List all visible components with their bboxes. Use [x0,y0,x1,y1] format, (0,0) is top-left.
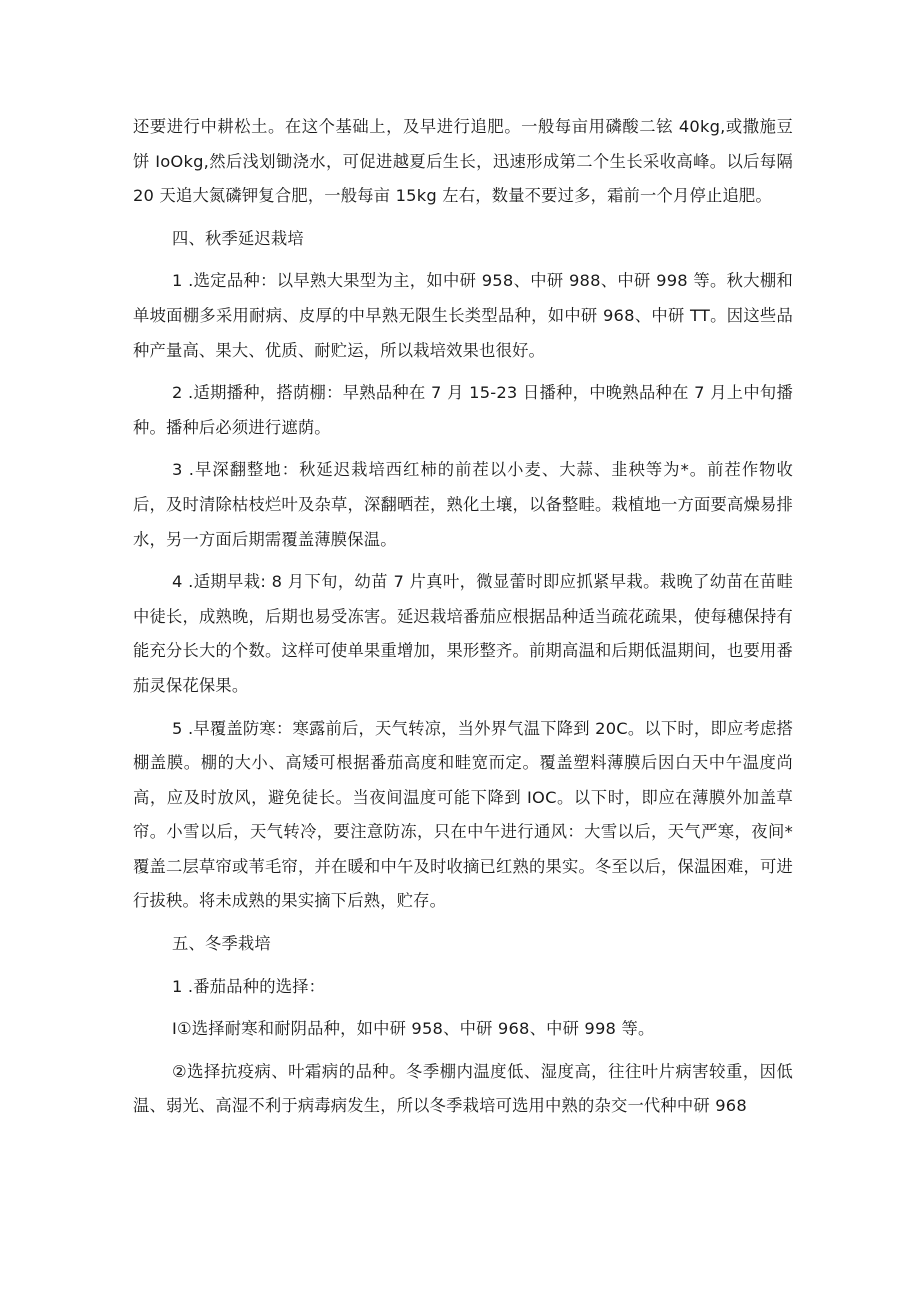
section-heading-autumn-delayed-cultivation: 四、秋季延迟栽培 [172,228,304,248]
paragraph-early-transplanting: 4 .适期早栽: 8 月下旬，幼苗 7 片真叶，微显蕾时即应抓紧早栽。栽晚了幼苗在苗畦中徒长，成熟晚，后期也易受冻害。延迟栽培番茄应根据品种适当疏花疏果，使每穗保持有能充分长大的个数。这样可使单果重增加，果形整齐。前期高温和后期低温期间，也要用番茄灵保花保果。 [133,572,793,695]
section-heading-winter-cultivation: 五、冬季栽培 [172,934,271,954]
paragraph-timely-sowing: 2 .适期播种，搭荫棚：早熟品种在 7 月 15-23 日播种，中晚熟品种在 7 月上中旬播种。播种后必须进行遮荫。 [133,383,793,437]
paragraph-disease-resistant: ②选择抗疫病、叶霜病的品种。冬季棚内温度低、湿度高，往往叶片病害较重，因低温、弱光、高湿不利于病毒病发生，所以冬季栽培可选用中熟的杂交一代种中研 968 [133,1061,793,1116]
paragraph-deep-plowing: 3 .早深翻整地：秋延迟栽培西红柿的前茬以小麦、大蒜、韭秧等为*。前茬作物收后，及时清除枯枝烂叶及杂草，深翻晒茬，熟化土壤，以备整畦。栽植地一方面要高燥易排水，另一方面后期需覆盖薄膜保温。 [133,460,793,549]
document-body [133,110,793,1124]
paragraph-variety-selection: 1 .选定品种：以早熟大果型为主，如中研 958、中研 988、中研 998 等。秋大棚和单坡面棚多采用耐病、皮厚的中早熟无限生长类型品种，如中研 968、中研 TT。因这些品种产量高、果大、优质、耐贮运，所以栽培效果也很好。 [133,271,793,360]
paragraph-tomato-variety-choice: 1 .番茄品种的选择： [172,976,326,996]
paragraph-cold-protection: 5 .早覆盖防寒：寒露前后，天气转凉，当外界气温下降到 20C。以下时，即应考虑搭棚盖膜。棚的大小、高矮可根据番茄高度和畦宽而定。覆盖塑料薄膜后因白天中午温度尚高，应及时放风，避免徒长。当夜间温度可能下降到 IOC。以下时，即应在薄膜外加盖草帘。小雪以后，天气转冷，要注意防冻，只在中午进行通风：大雪以后，天气严寒，夜间*覆盖二层草帘或苇毛帘，并在暖和中午及时收摘已红熟的果实。冬至以后，保温困难，可进行拔秧。将未成熟的果实摘下后熟，贮存。 [133,718,793,911]
paragraph-topdressing-continued: 还要进行中耕松土。在这个基础上，及早进行追肥。一般每亩用磷酸二铉 40kg,或撒施豆饼 IoOkg,然后浅划锄浇水，可促进越夏后生长，迅速形成第二个生长采收高峰。以后每隔 20 天追大氮磷钾复合肥，一般每亩 15kg 左右，数量不要过多，霜前一个月停止追肥。 [133,117,793,206]
paragraph-cold-shade-tolerant: I①选择耐寒和耐阴品种，如中研 958、中研 968、中研 998 等。 [172,1019,655,1039]
